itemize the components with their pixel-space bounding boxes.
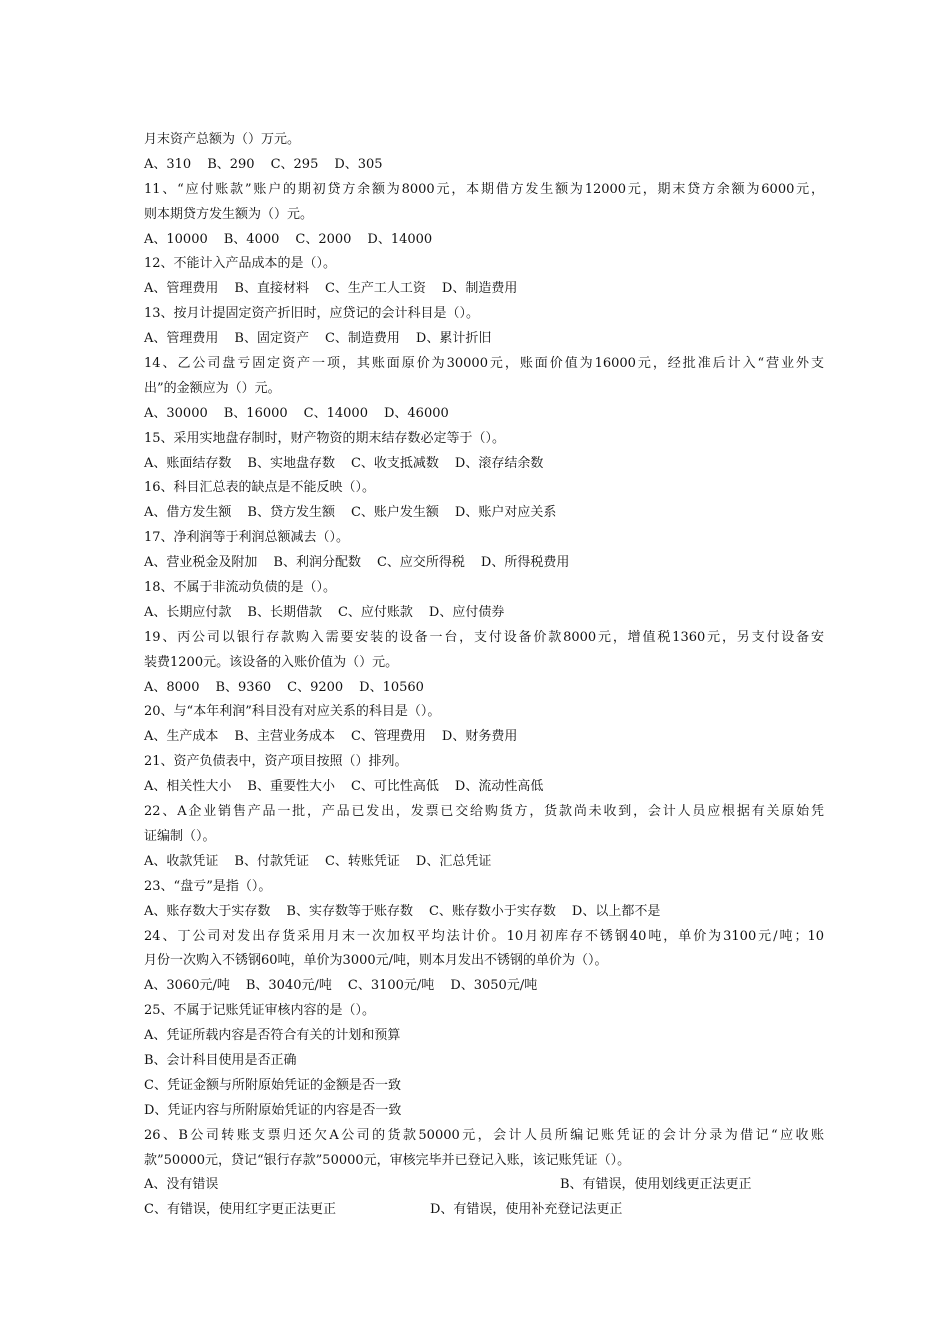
text-line: 23、“盘亏”是指（）。 xyxy=(144,878,272,894)
answer-option: B、利润分配数 xyxy=(273,555,361,571)
answer-option: B、290 xyxy=(207,156,255,172)
text-line: 18、不属于非流动负债的是（）。 xyxy=(144,580,337,596)
option-row xyxy=(144,676,824,701)
answer-option: C、收支抵减数 xyxy=(350,455,439,471)
answer-option: A、生产成本 xyxy=(144,729,219,745)
text-line: 款”50000元，贷记“银行存款”50000元，审核完毕并已登记入账，该记账凭证（）。 xyxy=(144,1152,631,1168)
text-line: 则本期贷方发生额为（）元。 xyxy=(144,206,314,222)
option-row xyxy=(144,601,824,626)
answer-option: D、305 xyxy=(334,156,383,172)
option-row xyxy=(144,850,824,875)
answer-option: D、汇总凭证 xyxy=(415,853,492,869)
answer-option: C、应付账款 xyxy=(337,604,413,620)
answer-option: D、14000 xyxy=(367,231,433,247)
answer-option: C、可比性高低 xyxy=(350,779,439,795)
answer-option: C、295 xyxy=(270,156,319,172)
answer-option: A、没有错误 xyxy=(144,1177,219,1193)
answer-option: B、贷方发生额 xyxy=(247,505,335,521)
answer-option: A、长期应付款 xyxy=(144,604,232,620)
answer-option: C、账存数小于实存数 xyxy=(428,903,556,919)
text-line: C、凭证金额与所附原始凭证的金额是否一致 xyxy=(144,1077,401,1093)
text-line: 24、丁公司对发出存货采用月末一次加权平均法计价。10月初库存不锈钢40吨，单价为3100元/吨；10 xyxy=(144,928,824,944)
text-line: 出”的金额应为（）元。 xyxy=(144,380,281,396)
answer-option: A、310 xyxy=(144,156,192,172)
answer-option: D、流动性高低 xyxy=(454,779,544,795)
answer-option: C、3100元/吨 xyxy=(347,978,435,994)
text-line: B、会计科目使用是否正确 xyxy=(144,1052,297,1068)
answer-option: B、主营业务成本 xyxy=(234,729,335,745)
answer-option: C、14000 xyxy=(303,405,368,421)
question-list xyxy=(144,128,824,1223)
answer-option: B、4000 xyxy=(223,231,280,247)
answer-option: D、财务费用 xyxy=(441,729,518,745)
text-line: 月末资产总额为（）万元。 xyxy=(144,132,301,147)
option-row xyxy=(144,228,824,253)
answer-option: D、滚存结余数 xyxy=(454,455,544,471)
answer-option: B、重要性大小 xyxy=(247,779,335,795)
text-line: 16、科目汇总表的缺点是不能反映（）。 xyxy=(144,480,376,496)
answer-option: B、16000 xyxy=(223,405,288,421)
answer-option: A、相关性大小 xyxy=(144,779,232,795)
answer-option: C、应交所得税 xyxy=(376,555,465,571)
text-line: 17、净利润等于利润总额减去（）。 xyxy=(144,530,350,546)
option-row xyxy=(144,327,824,352)
answer-option: D、10560 xyxy=(359,679,424,695)
answer-option: B、直接材料 xyxy=(234,281,309,297)
text-line: 13、按月计提固定资产折旧时，应贷记的会计科目是（）。 xyxy=(144,306,480,322)
answer-option: A、账存数大于实存数 xyxy=(144,903,271,919)
option-row xyxy=(144,153,824,178)
answer-option: B、有错误，使用划线更正法更正 xyxy=(560,1177,752,1193)
option-row xyxy=(144,900,824,925)
answer-option: B、实存数等于账存数 xyxy=(286,903,413,919)
answer-option: A、账面结存数 xyxy=(144,455,232,471)
answer-option: C、2000 xyxy=(295,231,352,247)
answer-option: B、实地盘存数 xyxy=(247,455,335,471)
answer-option: A、管理费用 xyxy=(144,281,219,297)
answer-option: D、3050元/吨 xyxy=(450,978,538,994)
text-line: D、凭证内容与所附原始凭证的内容是否一致 xyxy=(144,1102,402,1118)
text-line: 证编制（）。 xyxy=(144,828,216,844)
text-line: 11、“应付账款”账户的期初贷方余额为8000元，本期借方发生额为12000元，期末贷方余额为6000元， xyxy=(144,181,824,197)
answer-option: A、营业税金及附加 xyxy=(144,555,258,571)
answer-option: D、累计折旧 xyxy=(415,331,492,347)
text-line: 装费1200元。该设备的入账价值为（）元。 xyxy=(144,654,399,670)
option-row xyxy=(144,402,824,427)
answer-option: D、以上都不是 xyxy=(571,903,661,919)
option-row xyxy=(144,1198,824,1223)
option-row xyxy=(144,725,824,750)
answer-option: C、制造费用 xyxy=(324,331,400,347)
text-line: 12、不能计入产品成本的是（）。 xyxy=(144,256,337,272)
answer-option: D、制造费用 xyxy=(441,281,518,297)
answer-option: A、10000 xyxy=(144,231,208,247)
answer-option: B、9360 xyxy=(215,679,272,695)
text-line: 26、B公司转账支票归还欠A公司的货款50000元，会计人员所编记账凭证的会计分录为借记“应收账 xyxy=(144,1127,824,1143)
answer-option: C、生产工人工资 xyxy=(324,281,426,297)
answer-option: A、8000 xyxy=(144,679,200,695)
option-row xyxy=(144,501,824,526)
answer-option: C、转账凭证 xyxy=(324,853,400,869)
answer-option: D、账户对应关系 xyxy=(454,505,557,521)
option-row xyxy=(144,1173,824,1198)
answer-option: A、收款凭证 xyxy=(144,853,219,869)
answer-option: D、所得税费用 xyxy=(480,555,570,571)
text-line: 21、资产负债表中，资产项目按照（）排列。 xyxy=(144,754,408,770)
answer-option: B、固定资产 xyxy=(234,331,309,347)
answer-option: B、3040元/吨 xyxy=(245,978,332,994)
option-row xyxy=(144,277,824,302)
option-row xyxy=(144,551,824,576)
text-line: 14、乙公司盘亏固定资产一项，其账面原价为30000元，账面价值为16000元，经批准后计入“营业外支 xyxy=(144,356,824,372)
answer-option: D、应付债券 xyxy=(428,604,505,620)
text-line: 15、采用实地盘存制时，财产物资的期末结存数必定等于（）。 xyxy=(144,430,506,446)
text-line: 19、丙公司以银行存款购入需要安装的设备一台，支付设备价款8000元，增值税1360元，另支付设备安 xyxy=(144,629,824,645)
answer-option: C、有错误，使用红字更正法更正 xyxy=(144,1202,336,1218)
answer-option: A、3060元/吨 xyxy=(144,978,230,994)
option-row xyxy=(144,452,824,477)
text-line: 月份一次购入不锈钢60吨，单价为3000元/吨，则本月发出不锈钢的单价为（）。 xyxy=(144,953,608,969)
answer-option: A、管理费用 xyxy=(144,331,219,347)
answer-option: B、付款凭证 xyxy=(234,853,309,869)
answer-option: A、借方发生额 xyxy=(144,505,232,521)
text-line: A、凭证所载内容是否符合有关的计划和预算 xyxy=(144,1028,401,1044)
answer-option: C、管理费用 xyxy=(350,729,426,745)
option-row xyxy=(144,974,824,999)
text-line: 25、不属于记账凭证审核内容的是（）。 xyxy=(144,1003,376,1019)
answer-option: D、46000 xyxy=(383,405,449,421)
answer-option: C、账户发生额 xyxy=(350,505,439,521)
answer-option: A、30000 xyxy=(144,405,208,421)
text-line: 20、与“本年利润”科目没有对应关系的科目是（）。 xyxy=(144,704,441,720)
text-line: 22、A企业销售产品一批，产品已发出，发票已交给购货方，货款尚未收到，会计人员应根据有关原始凭 xyxy=(144,804,824,820)
answer-option: C、9200 xyxy=(287,679,344,695)
answer-option: B、长期借款 xyxy=(247,604,322,620)
answer-option: D、有错误，使用补充登记法更正 xyxy=(430,1202,623,1218)
option-row xyxy=(144,775,824,800)
